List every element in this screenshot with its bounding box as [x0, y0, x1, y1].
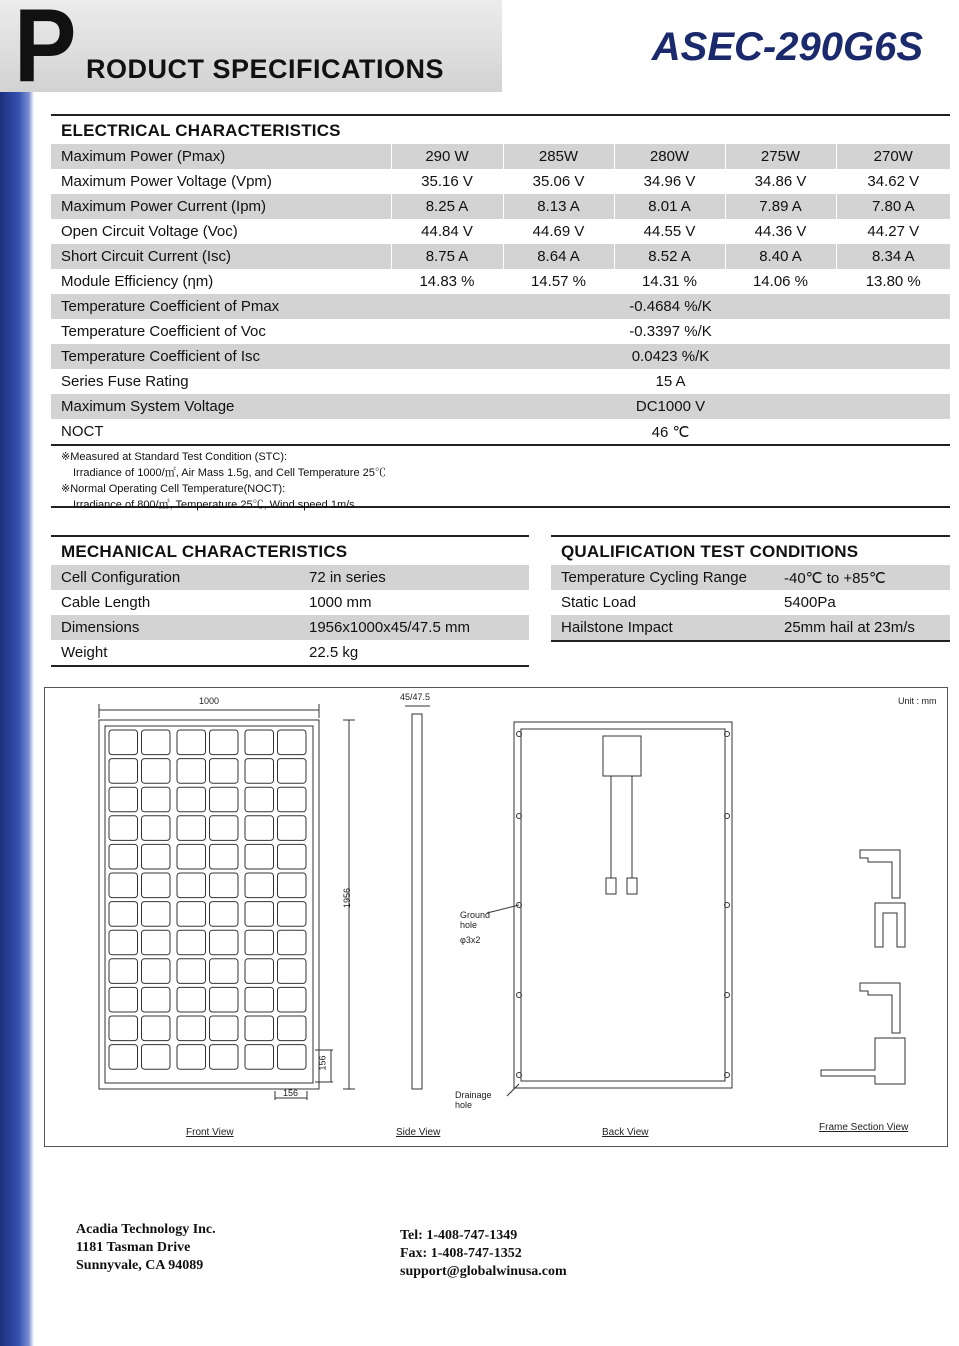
solar-cell [109, 816, 138, 841]
row-label: Maximum Power Current (Ipm) [51, 194, 391, 219]
electrical-row [51, 244, 950, 269]
note-line: ※Measured at Standard Test Condition (STC): [61, 451, 288, 463]
solar-cell [142, 816, 171, 841]
row-value: 280W [614, 144, 725, 169]
solar-cell [210, 930, 239, 955]
row-label: Cable Length [61, 594, 151, 611]
dimension-drawing [44, 687, 948, 1147]
solar-cell [245, 987, 274, 1012]
electrical-row [51, 319, 950, 344]
solar-cell [245, 844, 274, 869]
row-value: 275W [725, 144, 836, 169]
row-value: 72 in series [299, 565, 529, 590]
solar-cell [142, 759, 171, 784]
row-label: NOCT [61, 423, 104, 440]
cell-height-dimension: 156 [317, 1055, 328, 1071]
mechanical-row [51, 615, 529, 640]
solar-cell [177, 730, 206, 755]
row-label: Maximum System Voltage [51, 394, 391, 419]
address-line-2: Sunnyvale, CA 94089 [76, 1258, 204, 1273]
solar-cell [245, 959, 274, 984]
row-label: Temperature Coefficient of Isc [51, 344, 391, 369]
row-label: Weight [61, 644, 108, 661]
solar-cell [210, 1045, 239, 1070]
solar-cell [177, 959, 206, 984]
solar-cell [278, 787, 307, 812]
row-value: 44.36 V [725, 219, 836, 244]
row-value: 14.83 % [391, 269, 503, 294]
row-value: 35.16 V [391, 169, 503, 194]
solar-cell [278, 730, 307, 755]
row-value: 34.96 V [614, 169, 725, 194]
solar-cell [210, 873, 239, 898]
email-link[interactable]: support@globalwinusa.com [400, 1264, 567, 1279]
solar-cell [142, 844, 171, 869]
electrical-row [51, 144, 950, 169]
back-view-frame [514, 722, 732, 1088]
row-label: Maximum Power (Pmax) [51, 144, 391, 169]
row-value: 34.86 V [725, 169, 836, 194]
solar-cell [210, 987, 239, 1012]
solar-cell [109, 730, 138, 755]
model-number: ASEC-290G6S [651, 25, 923, 69]
solar-cell [142, 787, 171, 812]
row-value: 0.0423 %/K [391, 344, 950, 369]
solar-cell [177, 987, 206, 1012]
mechanical-section [51, 535, 529, 667]
row-label: Short Circuit Current (Isc) [51, 244, 391, 269]
qualification-row [551, 615, 950, 640]
solar-cell [109, 902, 138, 927]
solar-cell [177, 930, 206, 955]
solar-cell [109, 873, 138, 898]
solar-cell [142, 1045, 171, 1070]
solar-cell [278, 816, 307, 841]
contact-info [400, 1227, 567, 1281]
row-label: Static Load [561, 594, 637, 611]
qualification-title: QUALIFICATION TEST CONDITIONS [551, 535, 950, 565]
row-value: 1956x1000x45/47.5 mm [299, 615, 529, 640]
row-value: -40℃ to +85℃ [774, 565, 950, 590]
company-name: Acadia Technology Inc. [76, 1222, 216, 1237]
solar-cell [210, 759, 239, 784]
electrical-row [51, 294, 950, 319]
row-label: Dimensions [51, 615, 299, 640]
electrical-row [51, 169, 950, 194]
row-value: 14.31 % [614, 269, 725, 294]
electrical-notes [51, 444, 950, 511]
side-dimension: 45/47.5 [400, 692, 431, 702]
solar-cell [245, 759, 274, 784]
solar-cell [177, 1016, 206, 1041]
solar-cell [177, 1045, 206, 1070]
row-label: Series Fuse Rating [61, 373, 189, 390]
mechanical-table [51, 565, 529, 665]
solar-cell [245, 873, 274, 898]
solar-cell [177, 816, 206, 841]
ground-hole-spec: φ3x2 [460, 935, 481, 945]
row-value: 8.75 A [391, 244, 503, 269]
row-value: 8.25 A [391, 194, 503, 219]
electrical-section [51, 114, 950, 511]
unit-label: Unit : mm [898, 696, 937, 706]
row-value: 270W [836, 144, 950, 169]
row-label: Temperature Coefficient of Voc [61, 323, 266, 340]
solar-cell [142, 873, 171, 898]
solar-cell [142, 987, 171, 1012]
row-value: 14.06 % [725, 269, 836, 294]
side-view-frame [412, 714, 422, 1089]
electrical-row [51, 194, 950, 219]
cell-width-dimension: 156 [283, 1088, 299, 1098]
solar-cell [177, 873, 206, 898]
ground-hole-label: Ground hole [460, 910, 491, 930]
page-title: RODUCT SPECIFICATIONS [86, 54, 445, 84]
row-value: DC1000 V [391, 394, 950, 419]
electrical-row [51, 394, 950, 419]
back-view-label: Back View [602, 1127, 649, 1138]
row-value: 46 ℃ [651, 423, 690, 441]
side-view-label: Side View [396, 1127, 441, 1138]
solar-cell [142, 930, 171, 955]
solar-cell [142, 730, 171, 755]
solar-cell [245, 730, 274, 755]
solar-cell [278, 844, 307, 869]
row-label: Maximum Power Voltage (Vpm) [61, 173, 272, 190]
phone: Tel: 1-408-747-1349 [400, 1228, 518, 1243]
solar-cell [245, 1045, 274, 1070]
row-label: Temperature Coefficient of Pmax [51, 294, 391, 319]
left-edge-decoration [0, 88, 34, 1346]
row-value: 8.40 A [725, 244, 836, 269]
row-value: 8.13 A [503, 194, 614, 219]
row-value: -0.4684 %/K [391, 294, 950, 319]
electrical-row [51, 269, 950, 294]
row-value: 290 W [391, 144, 503, 169]
mechanical-title: MECHANICAL CHARACTERISTICS [51, 535, 529, 565]
row-value: 1000 mm [309, 594, 372, 611]
solar-cell [109, 787, 138, 812]
row-value: 8.01 A [614, 194, 725, 219]
mechanical-row [51, 565, 529, 590]
note-line: ※Normal Operating Cell Temperature(NOCT): [61, 483, 286, 495]
qualification-row [551, 565, 950, 590]
row-label: Cell Configuration [51, 565, 299, 590]
solar-cell [210, 1016, 239, 1041]
qualification-section [551, 535, 950, 642]
row-value: 8.52 A [614, 244, 725, 269]
solar-cell [210, 844, 239, 869]
solar-cell [278, 873, 307, 898]
row-value: 44.69 V [503, 219, 614, 244]
solar-cell [177, 759, 206, 784]
frame-section-view-label: Frame Section View [819, 1122, 909, 1133]
row-value: 44.55 V [614, 219, 725, 244]
solar-cell [210, 730, 239, 755]
qualification-row [551, 590, 950, 615]
row-value: 7.80 A [836, 194, 950, 219]
front-view-cells [109, 730, 306, 1069]
solar-cell [245, 902, 274, 927]
row-value: 285W [503, 144, 614, 169]
row-value: 15 A [655, 373, 686, 390]
solar-cell [109, 844, 138, 869]
solar-cell [177, 902, 206, 927]
row-value: 14.57 % [503, 269, 614, 294]
solar-cell [142, 959, 171, 984]
electrical-row [51, 369, 950, 394]
row-value: 35.06 V [503, 169, 614, 194]
solar-cell [177, 787, 206, 812]
qualification-table [551, 565, 950, 640]
solar-cell [245, 930, 274, 955]
solar-cell [245, 1016, 274, 1041]
solar-cell [210, 959, 239, 984]
electrical-row [51, 219, 950, 244]
solar-cell [210, 787, 239, 812]
solar-cell [278, 987, 307, 1012]
row-label: Module Efficiency (ηm) [61, 273, 214, 290]
company-address [76, 1221, 216, 1275]
front-view-label: Front View [186, 1127, 234, 1138]
address-line-1: 1181 Tasman Drive [76, 1240, 191, 1255]
electrical-row [51, 344, 950, 369]
row-label: Temperature Cycling Range [551, 565, 774, 590]
fax: Fax: 1-408-747-1352 [400, 1246, 522, 1261]
solar-cell [109, 759, 138, 784]
drainage-hole-label: Drainage hole [455, 1090, 492, 1110]
row-value: 34.62 V [836, 169, 950, 194]
solar-cell [278, 959, 307, 984]
row-value: 44.84 V [391, 219, 503, 244]
row-label: Open Circuit Voltage (Voc) [61, 223, 238, 240]
row-value: 8.64 A [503, 244, 614, 269]
solar-cell [109, 959, 138, 984]
row-value: -0.3397 %/K [629, 323, 712, 340]
solar-cell [109, 930, 138, 955]
solar-cell [278, 930, 307, 955]
row-label: Hailstone Impact [551, 615, 774, 640]
solar-cell [109, 1016, 138, 1041]
mechanical-row [51, 590, 529, 615]
electrical-row [51, 419, 950, 444]
solar-cell [177, 844, 206, 869]
row-value: 13.80 % [836, 269, 950, 294]
header-initial: P [14, 0, 74, 104]
solar-cell [142, 1016, 171, 1041]
width-dimension: 1000 [199, 696, 220, 706]
solar-cell [109, 987, 138, 1012]
row-value: 22.5 kg [309, 644, 359, 661]
row-value: 44.27 V [836, 219, 950, 244]
solar-cell [245, 816, 274, 841]
solar-cell [278, 1045, 307, 1070]
row-value: 5400Pa [784, 594, 836, 611]
solar-cell [109, 1045, 138, 1070]
note-line: Irradiance of 800/㎡, Temperature 25℃, Wind speed 1m/s [73, 499, 355, 511]
mechanical-row [51, 640, 529, 665]
row-value: 8.34 A [836, 244, 950, 269]
solar-cell [142, 902, 171, 927]
height-dimension: 1956 [342, 887, 353, 909]
solar-cell [278, 759, 307, 784]
electrical-table [51, 144, 950, 444]
solar-cell [245, 787, 274, 812]
row-value: 7.89 A [725, 194, 836, 219]
note-line: Irradiance of 1000/㎡, Air Mass 1.5g, and Cell Temperature 25℃ [73, 467, 386, 479]
row-value: 25mm hail at 23m/s [774, 615, 950, 640]
solar-cell [210, 816, 239, 841]
electrical-title: ELECTRICAL CHARACTERISTICS [51, 114, 950, 144]
solar-cell [210, 902, 239, 927]
solar-cell [278, 902, 307, 927]
solar-cell [278, 1016, 307, 1041]
